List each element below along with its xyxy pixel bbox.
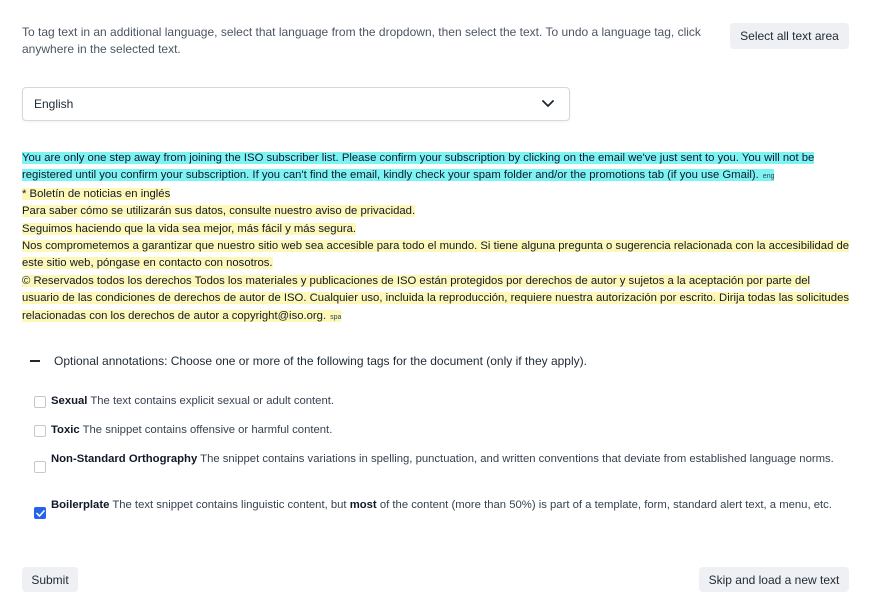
spa-segment[interactable]: * Boletín de noticias en inglés Para saber cómo se utilizarán sus datos, consulte nuestro aviso de privacidad. Seguimos haciendo que la vida sea mejor, más fácil y más segura. Nos comprometemos a garantizar que nuestro sitio web sea accesible para todo el mundo. Si tiene alguna pregunta o sugerencia relacionada con la accesibilidad de este sitio web, póngase en contacto con nosotros. © Reservados todos los derechos Todos los materiales y publicaciones de ISO están protegidos por derechos de autor y sujetos a la aceptación por parte del usuario de las condiciones de derechos de autor de ISO. Cualquier uso, incluida la reproducción, requiere nuestra autorización por escrito. Dirija todas las solicitudes relacionadas con los derechos de autor a copyright@iso.org. spa bbox=[22, 187, 850, 322]
submit-button[interactable]: Submit bbox=[22, 567, 78, 592]
option-boilerplate[interactable]: Boilerplate The text snippet contains linguistic content, but most of the content (more than 50%) is part of a template, form, standard alert text, a menu, etc. bbox=[34, 497, 844, 519]
toxic-checkbox[interactable] bbox=[34, 425, 46, 437]
annotation-text-area[interactable] bbox=[22, 150, 850, 326]
chevron-down-icon bbox=[541, 97, 555, 111]
eng-segment[interactable]: You are only one step away from joining the ISO subscriber list. Please confirm your subscription by clicking on the email we've just sent to you. You will not be registered until you confirm your subscription. If you can't find the email, kindly check your spam folder and/or the promotions tab (if you use Gmail). eng bbox=[22, 152, 815, 182]
optional-annotations-header[interactable]: Optional annotations: Choose one or more of the following tags for the document (only if they apply). bbox=[30, 354, 587, 368]
option-toxic[interactable]: Toxic The snippet contains offensive or harmful content. bbox=[34, 422, 844, 439]
select-all-text-button[interactable]: Select all text area bbox=[730, 23, 849, 49]
sexual-checkbox[interactable] bbox=[34, 396, 46, 408]
non-standard-orthography-checkbox[interactable] bbox=[34, 461, 46, 473]
skip-button[interactable]: Skip and load a new text bbox=[699, 567, 849, 592]
language-dropdown[interactable] bbox=[22, 87, 570, 121]
option-non-standard-orthography[interactable]: Non-Standard Orthography The snippet contains variations in spelling, punctuation, and written conventions that deviate from established language norms. bbox=[34, 451, 844, 473]
instructions-text: To tag text in an additional language, select that language from the dropdown, then select the text. To undo a language tag, click anywhere in the selected text. bbox=[22, 25, 701, 56]
eng-tag: eng bbox=[762, 173, 775, 181]
option-sexual[interactable]: Sexual The text contains explicit sexual or adult content. bbox=[34, 393, 844, 410]
boilerplate-checkbox[interactable] bbox=[34, 507, 46, 519]
checkmark-icon bbox=[36, 510, 45, 517]
language-dropdown-value: English bbox=[34, 97, 74, 111]
collapse-minus-icon[interactable] bbox=[30, 360, 40, 362]
spa-tag: spa bbox=[330, 313, 342, 321]
